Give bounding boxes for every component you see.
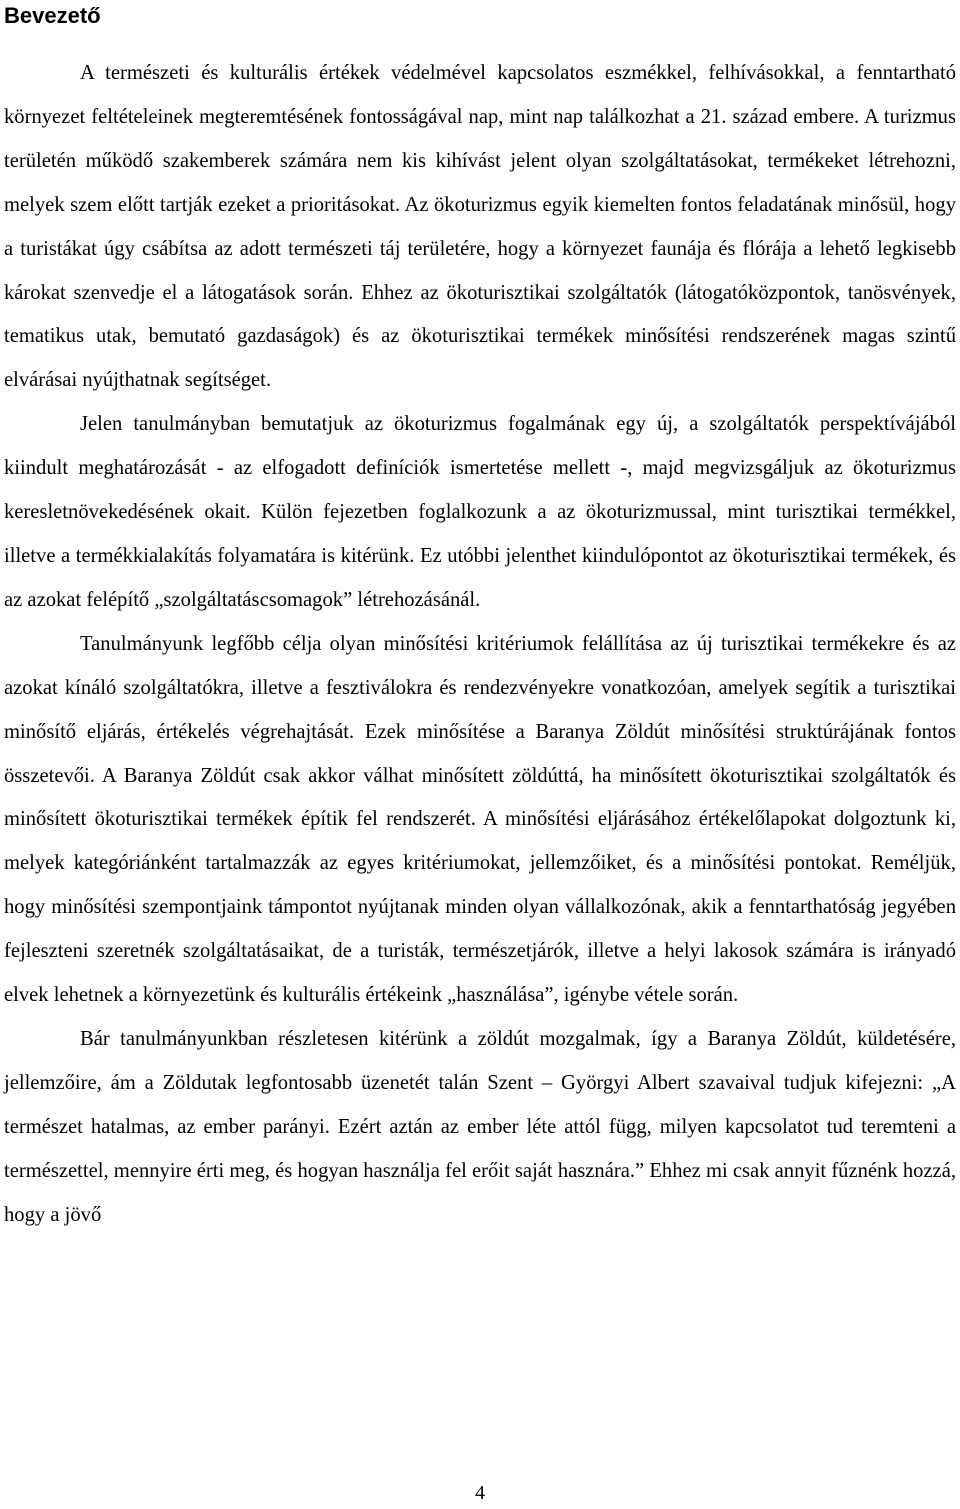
paragraph-greenway-message: Bár tanulmányunkban részletesen kitérünk a zöldút mozgalmak, így a Baranya Zöldút, küldetésére, jellemzőire, ám a Zöldutak legfontosabb üzenetét talán Szent – Györgyi Albert szavaival tudjuk kifejezni: „A természet hatalmas, az ember parányi. Ezért aztán az ember léte attól függ, milyen kapcsolatot tud teremteni a természettel, mennyire érti meg, és hogyan használja fel erőit saját hasznára.” Ehhez mi csak annyit fűznénk hozzá, hogy a jövő: [4, 1027, 956, 1226]
paragraph-study-overview: Jelen tanulmányban bemutatjuk az ökoturizmus fogalmának egy új, a szolgáltatók perspektívájából kiindult meghatározását - az elfogadott definíciók ismertetése mellett -, majd megvizsgáljuk az ökoturizmus keresletnövekedésének okait. Külön fejezetben foglalkozunk a az ökoturizmussal, mint turisztikai termékkel, illetve a termékkialakítás folyamatára is kitérünk. Ez utóbbi jelenthet kiindulópontot az ökoturisztikai termékek, és az azokat felépítő „szolgáltatáscsomagok” létrehozásánál.: [4, 413, 956, 611]
document-page: [4, 0, 956, 1237]
section-heading: Bevezető: [4, 3, 101, 28]
page-number: 4: [475, 1482, 485, 1504]
paragraph-intro: A természeti és kulturális értékek védelmével kapcsolatos eszmékkel, felhívásokkal, a fenntartható környezet feltételeinek megteremtésének fontosságával nap, mint nap találkozhat a 21. század embere. A turizmus területén működő szakemberek számára nem kis kihívást jelent olyan szolgáltatásokat, termékeket létrehozni, melyek szem előtt tartják ezeket a prioritásokat. Az ökoturizmus egyik kiemelten fontos feladatának minősül, hogy a turistákat úgy csábítsa az adott természeti táj területére, hogy a környezet faunája és flórája a lehető legkisebb károkat szenvedje el a látogatások során. Ehhez az ökoturisztikai szolgáltatók (látogatóközpontok, tanösvények, tematikus utak, bemutató gazdaságok) és az ökoturisztikai termékek minősítési rendszerének magas szintű elvárásai nyújthatnak segítséget.: [4, 62, 956, 392]
body-text: [4, 52, 956, 1237]
paragraph-study-goal: Tanulmányunk legfőbb célja olyan minősítési kritériumok felállítása az új turisztikai termékekre és az azokat kínáló szolgáltatókra, illetve a fesztiválokra és rendezvényekre vonatkozóan, amelyek segítik a turisztikai minősítő eljárás, értékelés végrehajtását. Ezek minősítése a Baranya Zöldút minősítési struktúrájának fontos összetevői. A Baranya Zöldút csak akkor válhat minősített zöldúttá, ha minősített ökoturisztikai szolgáltatók és minősített ökoturisztikai termékek építik fel rendszerét. A minősítési eljárásához értékelőlapokat dolgoztunk ki, melyek kategóriánként tartalmazzák az egyes kritériumokat, jellemzőiket, és a minősítési pontokat. Reméljük, hogy minősítési szempontjaink támpontot nyújtanak minden olyan vállalkozónak, akik a fenntarthatóság jegyében fejleszteni szeretnék szolgáltatásaikat, de a turisták, természetjárók, illetve a helyi lakosok számára is irányadó elvek lehetnek a környezetünk és kulturális értékeink „használása”, igénybe vétele során.: [4, 632, 956, 1007]
